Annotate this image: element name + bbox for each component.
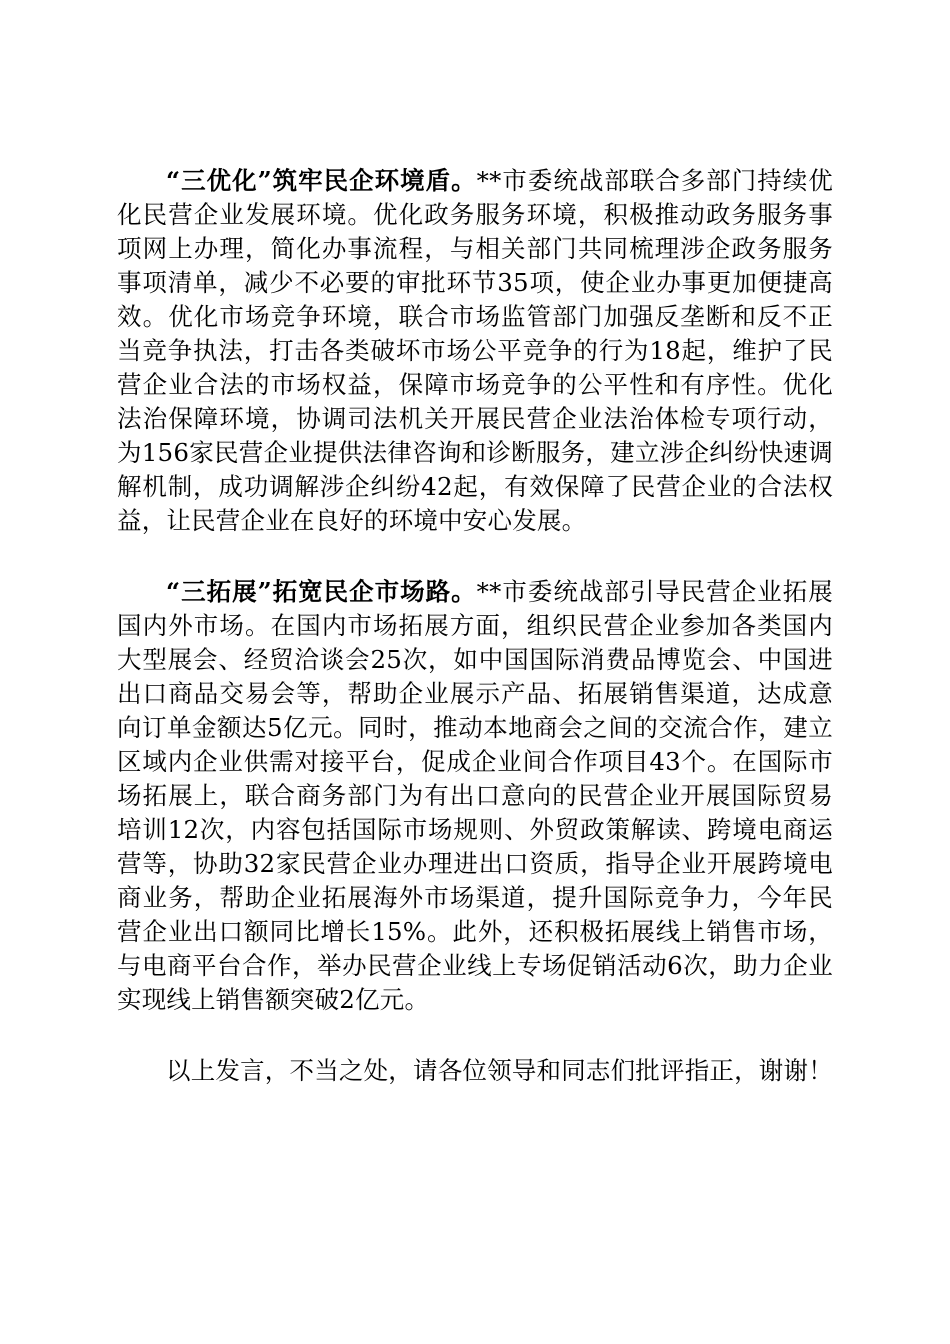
paragraph-environment (117, 164, 833, 538)
paragraph-text-market: **市委统战部引导民营企业拓展国内外市场。在国内市场拓展方面，组织民营企业参加各类国内大型展会、经贸洽谈会25次，如中国国际消费品博览会、中国进出口商品交易会等，帮助企业展示产品、拓展销售渠道，达成意向订单金额达5亿元。同时，推动本地商会之间的交流合作，建立区域内企业供需对接平台，促成企业间合作项目43个。在国际市场拓展上，联合商务部门为有出口意向的民营企业开展国际贸易培训12次，内容包括国际市场规则、外贸政策解读、跨境电商运营等，协助32家民营企业办理进出口资质，指导企业开展跨境电商业务，帮助企业拓展海外市场渠道，提升国际竞争力，今年民营企业出口额同比增长15%。此外，还积极拓展线上销售市场，与电商平台合作，举办民营企业线上专场促销活动6次，助力企业实现线上销售额突破2亿元。 (117, 577, 833, 1014)
document-body (117, 164, 833, 1088)
paragraph-market (117, 575, 833, 1017)
paragraph-heading-environment: “三优化”筑牢民企环境盾。 (166, 166, 477, 195)
paragraph-text-closing: 以上发言，不当之处，请各位领导和同志们批评指正，谢谢！ (166, 1056, 833, 1085)
paragraph-text-environment: **市委统战部联合多部门持续优化民营企业发展环境。优化政务服务环境，积极推动政务服务事项网上办理，简化办事流程，与相关部门共同梳理涉企政务服务事项清单，减少不必要的审批环节35项，使企业办事更加便捷高效。优化市场竞争环境，联合市场监管部门加强反垄断和反不正当竞争执法，打击各类破坏市场公平竞争的行为18起，维护了民营企业合法的市场权益，保障市场竞争的公平性和有序性。优化法治保障环境，协调司法机关开展民营企业法治体检专项行动，为156家民营企业提供法律咨询和诊断服务，建立涉企纠纷快速调解机制，成功调解涉企纠纷42起，有效保障了民营企业的合法权益，让民营企业在良好的环境中安心发展。 (117, 166, 833, 535)
paragraph-heading-market: “三拓展”拓宽民企市场路。 (166, 577, 477, 606)
paragraph-closing (117, 1054, 833, 1088)
